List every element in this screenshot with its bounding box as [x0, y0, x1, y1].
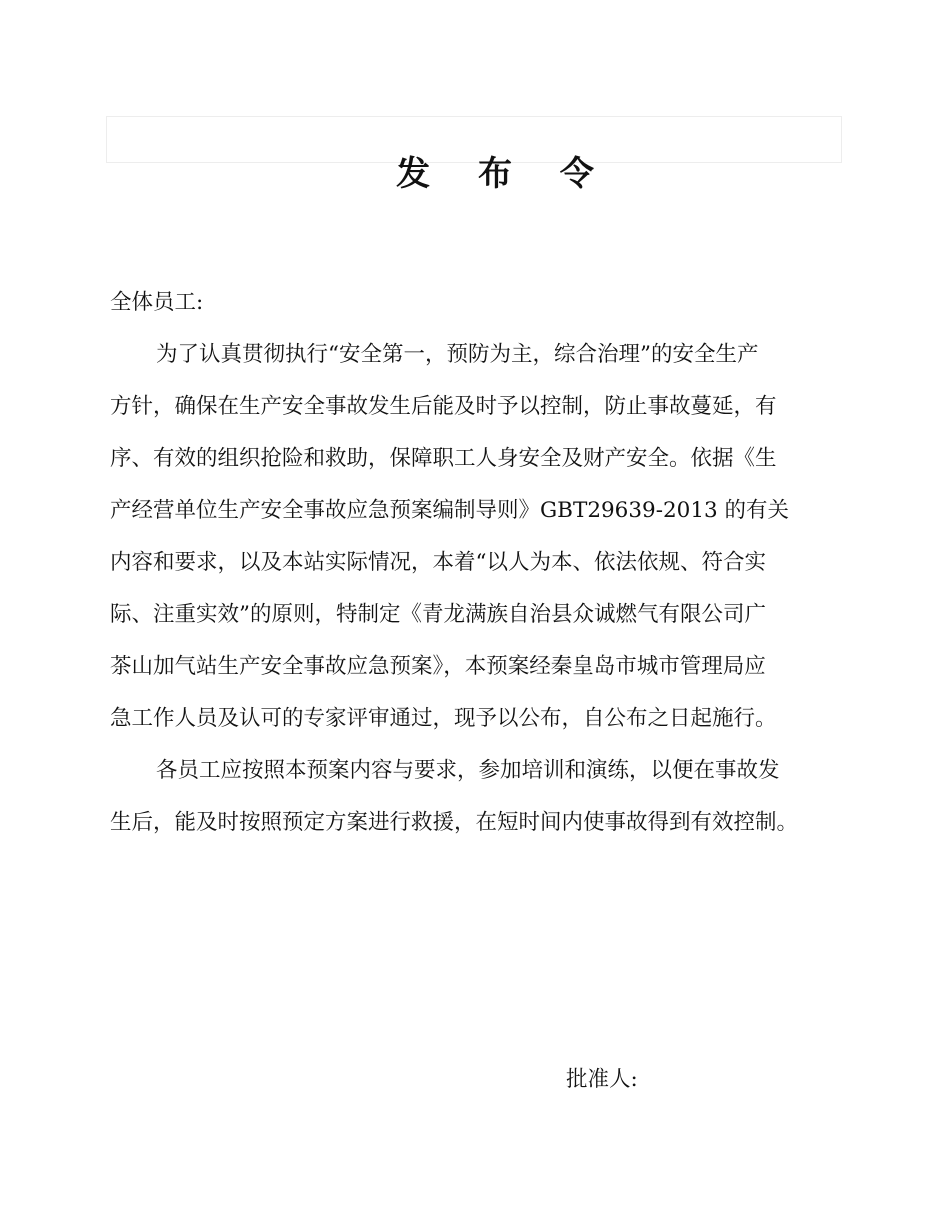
paragraph-line: 产经营单位生产安全事故应急预案编制导则》GBT29639-2013 的有关: [110, 498, 790, 523]
salutation: 全体员工:: [110, 290, 204, 315]
paragraph-line: 为了认真贯彻执行“安全第一，预防为主，综合治理”的安全生产: [156, 342, 759, 367]
paragraph-line: 序、有效的组织抢险和救助，保障职工人身安全及财产安全。依据《生: [110, 446, 777, 471]
paragraph-line: 茶山加气站生产安全事故应急预案》，本预案经秦皇岛市城市管理局应: [110, 654, 766, 679]
paragraph-2: [110, 745, 846, 849]
paragraph-line: 内容和要求，以及本站实际情况，本着“以人为本、依法依规、符合实: [110, 550, 766, 575]
document-body: [110, 277, 846, 849]
paragraph-line: 急工作人员及认可的专家评审通过，现予以公布，自公布之日起施行。: [110, 706, 777, 731]
document-title: 发 布 令: [396, 154, 612, 194]
paragraph-line: 方针，确保在生产安全事故发生后能及时予以控制，防止事故蔓延，有: [110, 394, 777, 419]
approver-label: 批准人:: [566, 1067, 638, 1092]
paragraph-line: 际、注重实效”的原则，特制定《青龙满族自治县众诚燃气有限公司广: [110, 602, 766, 627]
paragraph-line: 各员工应按照本预案内容与要求，参加培训和演练，以便在事故发: [156, 758, 780, 783]
paragraph-line: 生后，能及时按照预定方案进行救援，在短时间内使事故得到有效控制。: [110, 810, 799, 835]
paragraph-1: [110, 329, 846, 745]
